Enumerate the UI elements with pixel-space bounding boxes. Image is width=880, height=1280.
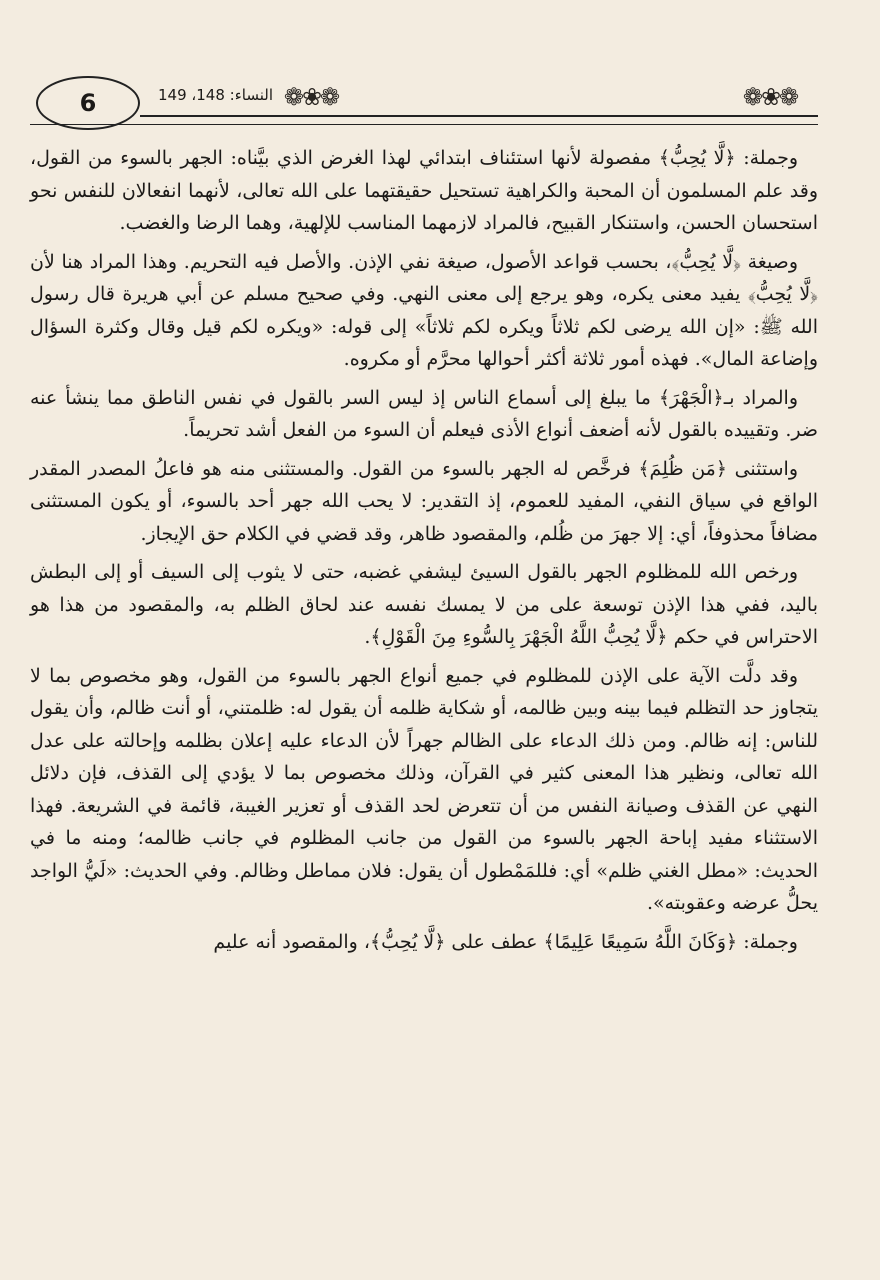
ornament-icon: ❁❀❁ bbox=[283, 83, 339, 111]
header-rule-lower bbox=[30, 124, 818, 125]
page-number: 6 bbox=[36, 76, 140, 130]
paragraph: والمراد بـ﴿الْجَهْرَ﴾ ما يبلغ إلى أسماع الناس إذ ليس السر بالقول في نفس الناطق مما ينشأ عنه ضر. وتقييده بالقول لأنه أضعف أنواع الأذى فيعلم أن السوء من الفعل أشد تحريماً. bbox=[30, 386, 818, 441]
ornament-icon: ❁❀❁ bbox=[742, 83, 798, 111]
header-rule bbox=[140, 115, 818, 117]
paragraph: واستثنى ﴿مَن ظُلِمَ﴾ فرخَّص له الجهر بالسوء من القول. والمستثنى منه هو فاعلُ المصدر المقدر الواقع في سياق النفي، المفيد للعموم، إذ التقدير: لا يحب الله جهر أحد بالسوء، أو يكون المستثنى مضافاً محذوفاً، أي: إلا جهرَ من ظُلم، والمقصود ظاهر، وقد قضي في الكلام حق الإيجاز. bbox=[30, 457, 818, 545]
main-text bbox=[30, 142, 818, 964]
paragraph: وصيغة ﴿لَّا يُحِبُّ﴾، بحسب قواعد الأصول، صيغة نفي الإذن. والأصل فيه التحريم. وهذا المراد هنا لأن ﴿لَّا يُحِبُّ﴾ يفيد معنى يكره، وهو يرجع إلى معنى النهي. وفي صحيح مسلم عن أبي هريرة قال رسول الله ﷺ: «إن الله يرضى لكم ثلاثاً ويكره لكم ثلاثاً» إلى قوله: «ويكره لكم قيل وقال وكثرة السؤال وإضاعة المال». فهذه أمور ثلاثة أكثر أحوالها محرَّم أو مكروه. bbox=[30, 250, 818, 370]
paragraph: ورخص الله للمظلوم الجهر بالقول السيئ ليشفي غضبه، حتى لا يثوب إلى السيف أو إلى البطش باليد، ففي هذا الإذن توسعة على من لا يمسك نفسه عند لحاق الظلم به، والمقصود من هذا هو الاحتراس في حكم ﴿لَّا يُحِبُّ اللَّهُ الْجَهْرَ بِالسُّوءِ مِنَ الْقَوْلِ﴾. bbox=[30, 561, 818, 648]
surah-reference: النساء: 148، 149 bbox=[158, 86, 273, 104]
page-header bbox=[30, 74, 818, 132]
paragraph: وقد دلَّت الآية على الإذن للمظلوم في جميع أنواع الجهر بالسوء من القول، وهو مخصوص بما لا يتجاوز حد التظلم فيما بينه وبين ظالمه، أو شكاية ظلمه أن يقول له: ظلمتني، أو أنت ظالم، وأن يقول للناس: إنه ظالم. ومن ذلك الدعاء على الظالم جهراً لأن الدعاء عليه إعلان بظلمه وإحالته على عدل الله تعالى، ونظير هذا المعنى كثير في القرآن، وذلك مخصوص بما لا يؤدي إلى القذف، فإن دلائل النهي عن القذف وصيانة النفس من أن تتعرض لحد القذف أو تعزير الغيبة، قائمة في الشريعة. فهذا الاستثناء مفيد إباحة الجهر بالسوء من القول من جانب المظلوم في جانب ظالمه؛ ومنه ما في الحديث: «مطل الغني ظلم» أي: فللمَمْطول أن يقول: فلان مماطل وظالم. وفي الحديث: «لَيُّ الواجد يحلُّ عرضه وعقوبته». bbox=[30, 664, 818, 914]
paragraph: وجملة: ﴿لَّا يُحِبُّ﴾ مفصولة لأنها استئناف ابتدائي لهذا الغرض الذي بيَّناه: الجهر بالسوء من القول، وقد علم المسلمون أن المحبة والكراهية تستحيل حقيقتهما على الله تعالى، لأنهما انفعالان للنفس نحو استحسان الحسن، واستنكار القبيح، فالمراد لازمهما المناسب للإلهية، وهما الرضا والغضب. bbox=[30, 147, 818, 234]
paragraph: وجملة: ﴿وَكَانَ اللَّهُ سَمِيعًا عَلِيمًا﴾ عطف على ﴿لَّا يُحِبُّ﴾، والمقصود أنه عليم bbox=[213, 930, 798, 953]
